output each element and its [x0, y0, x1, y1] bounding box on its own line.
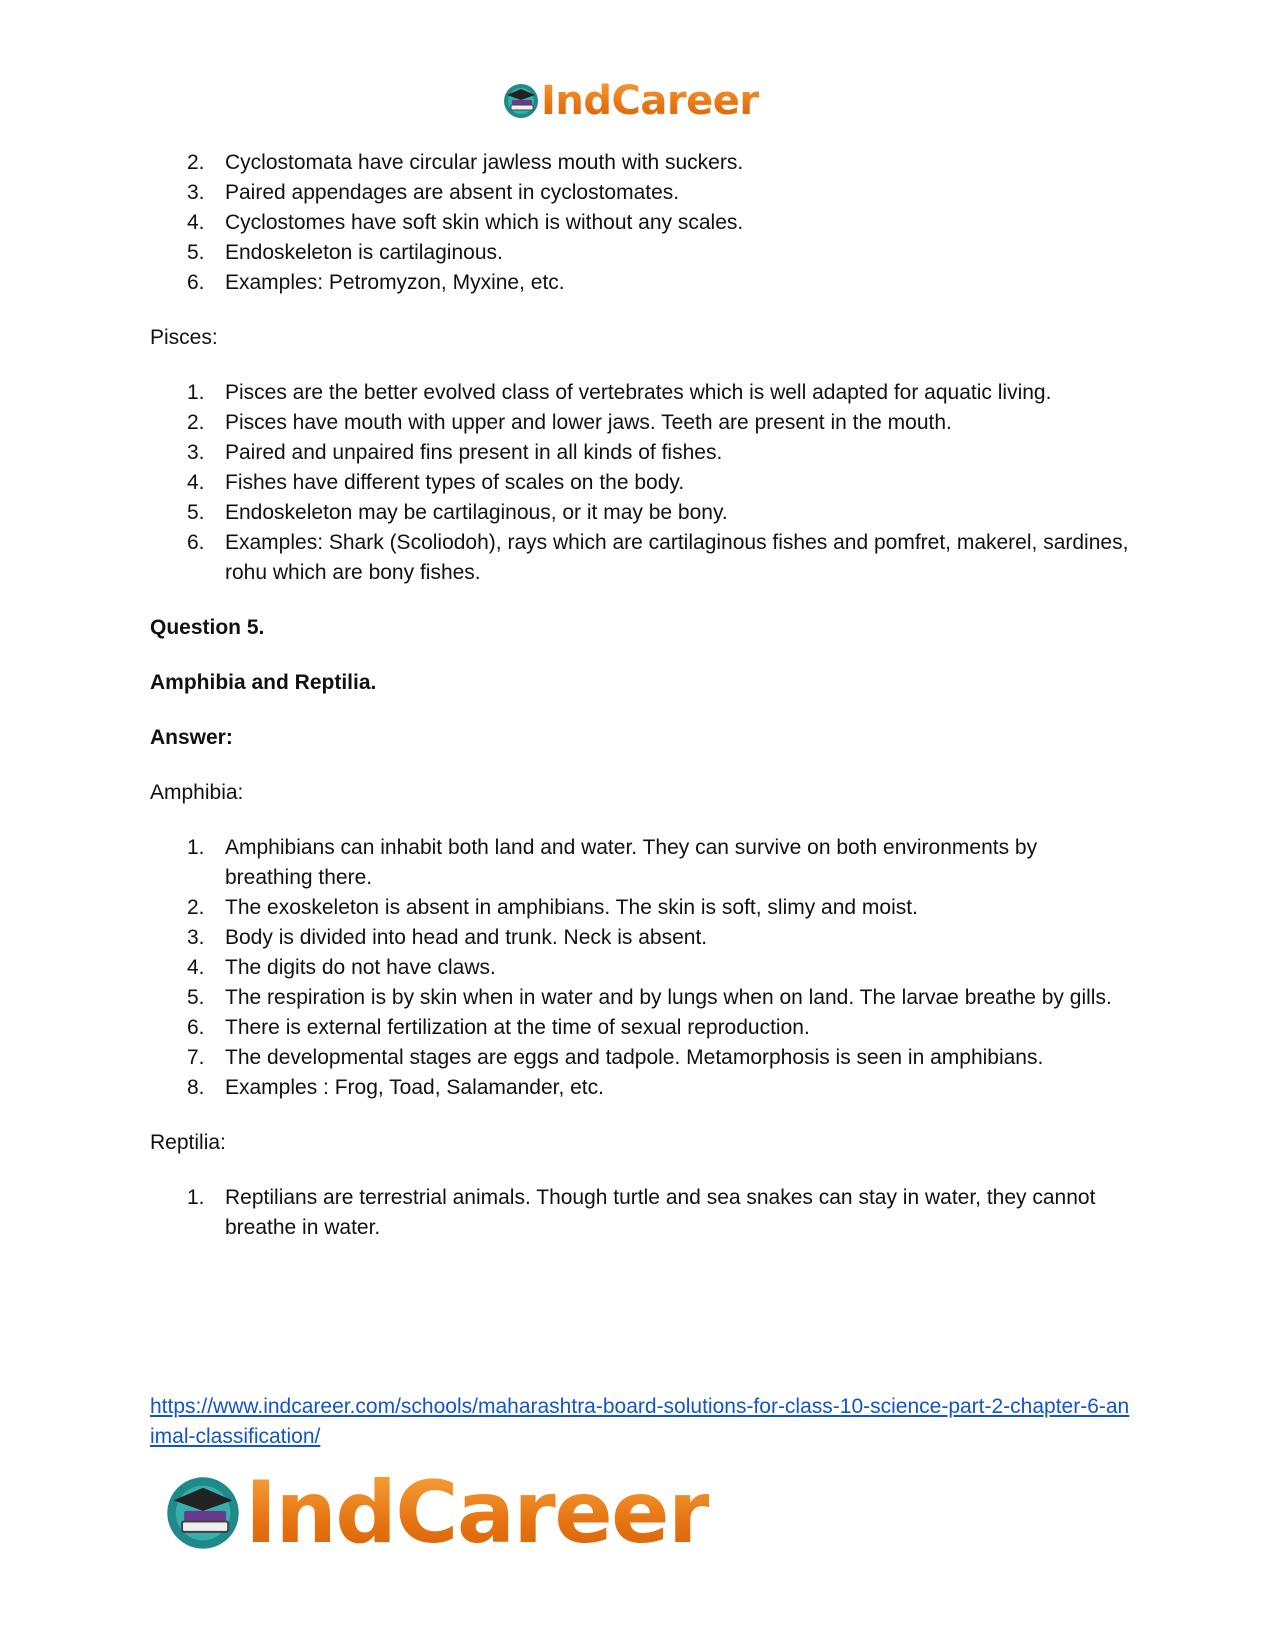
brand-wordmark: IndCareer — [541, 78, 759, 124]
list-item: 4. The digits do not have claws. — [187, 956, 496, 979]
amphibia-heading: Amphibia: — [150, 781, 244, 804]
brand-wordmark: IndCareer — [245, 1463, 709, 1563]
reptilia-list — [150, 1183, 1130, 1243]
list-item: 1. Amphibians can inhabit both land and water. They can survive on both environments by breathing there. — [187, 836, 1038, 889]
list-item: 5. The respiration is by skin when in water and by lungs when on land. The larvae breathe by gills. — [187, 986, 1112, 1009]
list-item: 1. Pisces are the better evolved class of vertebrates which is well adapted for aquatic living. — [187, 381, 1052, 404]
document-body — [150, 148, 1130, 1243]
list-item: 6. There is external fertilization at the time of sexual reproduction. — [187, 1016, 810, 1039]
footer-logo — [161, 1463, 709, 1563]
pisces-heading: Pisces: — [150, 326, 218, 349]
list-item: 3. Body is divided into head and trunk. Neck is absent. — [187, 926, 708, 949]
list-item: 4. Fishes have different types of scales on the body. — [187, 471, 685, 494]
list-item: 6. Examples: Petromyzon, Myxine, etc. — [187, 271, 565, 294]
list-item: 5. Endoskeleton is cartilaginous. — [187, 241, 503, 264]
header-logo — [501, 78, 759, 124]
list-item: 2. Cyclostomata have circular jawless mouth with suckers. — [187, 151, 744, 174]
list-item: 2. The exoskeleton is absent in amphibians. The skin is soft, slimy and moist. — [187, 896, 918, 919]
amphibia-list — [150, 833, 1130, 1103]
list-item: 7. The developmental stages are eggs and tadpole. Metamorphosis is seen in amphibians. — [187, 1046, 1044, 1069]
question-label: Question 5. — [150, 616, 265, 639]
list-item: 3. Paired appendages are absent in cyclostomates. — [187, 181, 680, 204]
graduation-cap-book-icon — [161, 1471, 245, 1555]
list-item: 4. Cyclostomes have soft skin which is without any scales. — [187, 211, 744, 234]
list-item: 1. Reptilians are terrestrial animals. Though turtle and sea snakes can stay in water, they cannot breathe in water. — [187, 1186, 1096, 1239]
graduation-cap-book-icon — [501, 81, 541, 121]
reptilia-heading: Reptilia: — [150, 1131, 226, 1154]
list-item: 3. Paired and unpaired fins present in all kinds of fishes. — [187, 441, 723, 464]
pisces-list — [150, 378, 1130, 588]
list-item: 5. Endoskeleton may be cartilaginous, or it may be bony. — [187, 501, 728, 524]
source-url-link[interactable]: https://www.indcareer.com/schools/maharashtra-board-solutions-for-class-10-science-part-2-chapter-6-animal-classification/ — [150, 1395, 1130, 1448]
list-item: 6. Examples: Shark (Scoliodoh), rays which are cartilaginous fishes and pomfret, makerel, sardines, rohu which are bony fishes. — [187, 531, 1129, 584]
question-title: Amphibia and Reptilia. — [150, 671, 377, 694]
list-item: 2. Pisces have mouth with upper and lower jaws. Teeth are present in the mouth. — [187, 411, 952, 434]
list-item: 8. Examples : Frog, Toad, Salamander, etc. — [187, 1076, 604, 1099]
cyclostomata-list — [150, 148, 1130, 298]
answer-label: Answer: — [150, 726, 233, 749]
